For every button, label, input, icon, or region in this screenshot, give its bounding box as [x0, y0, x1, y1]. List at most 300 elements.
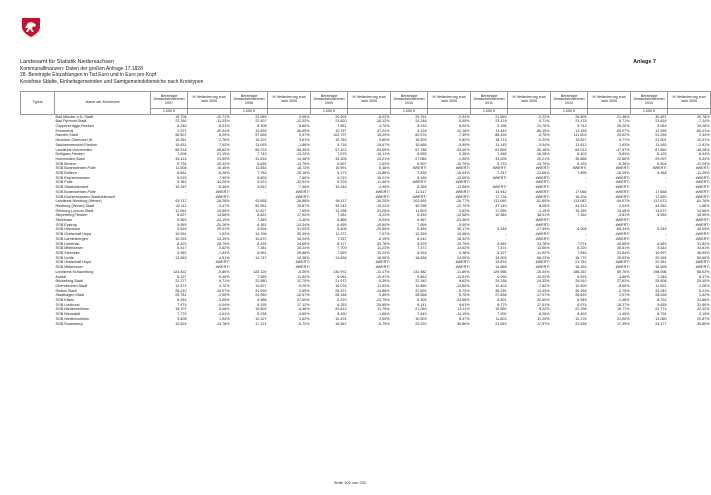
- value-cell: 7.281: [337, 213, 347, 218]
- value-cell: 25,52%: [616, 133, 630, 138]
- value-cell: 66,23%: [536, 255, 550, 260]
- value-cell: 1,62%: [699, 293, 710, 298]
- value-cell: 67.860: [655, 147, 667, 152]
- value-cell: -1,86%: [297, 142, 310, 147]
- value-cell: 31,82%: [696, 241, 710, 246]
- value-cell: 6.008: [577, 227, 587, 232]
- value-cell: #WERT!: [695, 260, 710, 265]
- value-cell: 5.682: [497, 241, 507, 246]
- value-cell: 15,87%: [296, 203, 310, 208]
- value-cell: -11,69%: [456, 269, 470, 274]
- value-cell: -: [345, 265, 347, 270]
- value-cell: 6.934: [177, 298, 187, 303]
- municipality-name-cell: SGB Grafschaft Hoya: [55, 260, 91, 265]
- value-cell: #WERT!: [492, 185, 507, 190]
- municipality-name-cell: SGB Bodenwerder-Polle: [55, 189, 96, 194]
- value-cell: -: [185, 265, 187, 270]
- municipality-name-cell: SGB Eystrup: [55, 222, 77, 227]
- value-cell: 5.406: [337, 227, 347, 232]
- municipality-name-cell: Salzhemmendorf,Flecken: [55, 142, 98, 147]
- value-cell: -10,60%: [375, 222, 390, 227]
- value-cell: 44.513: [575, 203, 587, 208]
- value-cell: 6.253: [337, 302, 347, 307]
- municipality-name-cell: SGB Heemsen: [55, 227, 81, 232]
- value-cell: 47.149: [495, 203, 507, 208]
- value-cell: 10.187: [175, 185, 187, 190]
- value-cell: 28,75%: [216, 241, 230, 246]
- column-unit: 1.000 €: [551, 109, 588, 115]
- value-cell: 6.945: [577, 298, 587, 303]
- value-cell: #WERT!: [535, 166, 550, 171]
- value-cell: #WERT!: [695, 265, 710, 270]
- value-cell: 131.582: [413, 269, 427, 274]
- subtitle-line-3: Kreisfreie Städte, Einheitsgemeinden und Samtgemeindebereiche nach Kreistypen: [20, 78, 204, 85]
- municipality-name-cell: Rinteln,Stadt: [55, 288, 77, 293]
- value-cell: 56.518: [175, 147, 187, 152]
- value-cell: -7,39%: [457, 133, 470, 138]
- value-cell: 13,66%: [536, 246, 550, 251]
- value-cell: -: [585, 222, 587, 227]
- value-cell: 7.775: [177, 312, 187, 317]
- municipality-name-cell: SGB Stadtoldendorf: [55, 185, 89, 190]
- value-cell: 12.574: [175, 283, 187, 288]
- value-cell: -6,20%: [297, 269, 310, 274]
- value-cell: 11,79%: [377, 307, 390, 312]
- value-cell: 8.490: [337, 312, 347, 317]
- value-cell: 10.403: [495, 283, 507, 288]
- value-cell: -10,97%: [375, 274, 390, 279]
- value-cell: -: [665, 236, 667, 241]
- value-cell: 3,62%: [299, 316, 310, 321]
- value-cell: 19.261: [175, 138, 187, 143]
- value-cell: 5.733: [497, 161, 507, 166]
- value-cell: -3,04%: [537, 142, 550, 147]
- value-cell: 31,03%: [296, 227, 310, 232]
- value-cell: 8,04%: [459, 124, 470, 128]
- value-cell: -0,75%: [537, 133, 550, 138]
- value-cell: 18.262: [575, 265, 587, 270]
- value-cell: 8,51%: [219, 124, 230, 128]
- value-cell: 5.382: [177, 180, 187, 185]
- value-cell: -3,47%: [217, 203, 230, 208]
- value-cell: -: [585, 232, 587, 237]
- value-cell: 20,21%: [536, 156, 550, 161]
- value-cell: 11,29%: [537, 316, 550, 321]
- value-cell: -7,36%: [297, 185, 310, 190]
- value-cell: 7.743: [257, 152, 267, 157]
- value-cell: 8.308: [257, 124, 267, 128]
- value-cell: -16,19%: [615, 171, 630, 176]
- value-cell: -6,19%: [377, 236, 390, 241]
- column-header-typ: Typus: [21, 92, 55, 115]
- value-cell: #WERT!: [572, 166, 587, 171]
- value-cell: #WERT!: [535, 189, 550, 194]
- value-cell: #WERT!: [535, 265, 550, 270]
- value-cell: -12,70%: [455, 203, 470, 208]
- value-cell: 7,53%: [219, 142, 230, 147]
- value-cell: -: [425, 265, 427, 270]
- value-cell: 40,86%: [456, 321, 470, 326]
- value-cell: #WERT!: [412, 166, 427, 171]
- value-cell: 12.865: [415, 283, 427, 288]
- value-cell: #WERT!: [695, 189, 710, 194]
- value-cell: 13,78%: [536, 241, 550, 246]
- value-cell: 22.580: [255, 279, 267, 284]
- value-cell: 20,60%: [536, 298, 550, 303]
- value-cell: #WERT!: [455, 265, 470, 270]
- value-cell: 130.972: [333, 269, 347, 274]
- value-cell: #WERT!: [695, 232, 710, 237]
- value-cell: -8,72%: [297, 321, 310, 326]
- value-cell: 9.839: [657, 302, 667, 307]
- value-cell: 22.774: [655, 307, 667, 312]
- value-cell: 8,80%: [299, 124, 310, 128]
- value-cell: 46,99%: [296, 128, 310, 133]
- value-cell: 9,62%: [459, 279, 470, 284]
- value-cell: #WERT!: [492, 175, 507, 180]
- value-cell: #WERT!: [615, 180, 630, 185]
- column-header: Bereinigte Gesamteinnahmen 2011: [471, 92, 508, 109]
- value-cell: 7,57%: [379, 232, 390, 237]
- value-cell: 50,65%: [696, 255, 710, 260]
- value-cell: 27.638: [495, 293, 507, 298]
- value-cell: 6.515: [577, 274, 587, 279]
- value-cell: 12,70%: [296, 279, 310, 284]
- value-cell: 8.225: [257, 241, 267, 246]
- value-cell: 13.836: [335, 255, 347, 260]
- value-cell: 22.298: [575, 307, 587, 312]
- value-cell: 1,66%: [699, 203, 710, 208]
- value-cell: 12.627: [255, 208, 267, 213]
- value-cell: #WERT!: [615, 185, 630, 190]
- value-cell: -7,83%: [217, 250, 230, 255]
- value-cell: 3,61%: [299, 138, 310, 143]
- value-cell: 14,58%: [696, 208, 710, 213]
- value-cell: 13.060: [655, 316, 667, 321]
- value-cell: 14.968: [495, 265, 507, 270]
- value-cell: 22.377: [175, 279, 187, 284]
- value-cell: 8.950: [657, 213, 667, 218]
- value-cell: #WERT!: [695, 218, 710, 223]
- value-cell: 8.420: [177, 241, 187, 246]
- value-cell: -53,69%: [375, 147, 390, 152]
- value-cell: -26,77%: [455, 199, 470, 204]
- value-cell: -11,92%: [536, 250, 550, 255]
- value-cell: 12.539: [415, 232, 427, 237]
- column-header: Bereinigte Gesamteinnahmen 2013: [631, 92, 668, 109]
- value-cell: 13.963: [175, 255, 187, 260]
- value-cell: -1,40%: [617, 312, 630, 317]
- value-cell: #WERT!: [535, 185, 550, 190]
- value-cell: 8.177: [337, 241, 347, 246]
- value-cell: -5,83%: [617, 152, 630, 157]
- value-cell: 3,59%: [379, 316, 390, 321]
- value-cell: 13,62%: [456, 246, 470, 251]
- value-cell: #WERT!: [615, 265, 630, 270]
- value-cell: 8.955: [417, 152, 427, 157]
- value-cell: -2,91%: [697, 142, 710, 147]
- value-cell: -9,71%: [617, 119, 630, 124]
- value-cell: -28,28%: [215, 199, 230, 204]
- value-cell: -13,98%: [455, 185, 470, 190]
- value-cell: 5.804: [657, 161, 667, 166]
- value-cell: -12,25%: [695, 161, 710, 166]
- value-cell: 88.494: [495, 133, 507, 138]
- value-cell: 11.093: [255, 142, 267, 147]
- value-cell: -61,76%: [695, 199, 710, 204]
- value-cell: 0,06%: [299, 114, 310, 119]
- value-cell: 7,65%: [299, 208, 310, 213]
- value-cell: #WERT!: [295, 260, 310, 265]
- value-cell: 25.910: [575, 279, 587, 284]
- value-cell: #WERT!: [295, 194, 310, 199]
- value-cell: -: [505, 218, 507, 223]
- value-cell: 6.382: [177, 250, 187, 255]
- value-cell: 8,38%: [379, 166, 390, 171]
- value-cell: -0,22%: [537, 138, 550, 143]
- value-cell: #WERT!: [695, 185, 710, 190]
- value-cell: 15.180: [575, 208, 587, 213]
- column-unit: 1.000 €: [151, 109, 188, 115]
- value-cell: 19.802: [255, 307, 267, 312]
- value-cell: -1,66%: [377, 312, 390, 317]
- value-cell: 7.900: [497, 312, 507, 317]
- value-cell: #WERT!: [535, 180, 550, 185]
- value-cell: 16.638: [415, 255, 427, 260]
- column-unit: 1.000 €: [391, 109, 428, 115]
- value-cell: 17.990: [495, 208, 507, 213]
- value-cell: 14.903: [495, 255, 507, 260]
- value-cell: 21.901: [655, 138, 667, 143]
- value-cell: -1,15%: [537, 208, 550, 213]
- revenue-table: [20, 91, 711, 326]
- value-cell: -3,05%: [217, 298, 230, 303]
- value-cell: 8.821: [257, 213, 267, 218]
- value-cell: 2,07%: [619, 293, 630, 298]
- value-cell: -20,26%: [215, 222, 230, 227]
- value-cell: -11,79%: [296, 161, 310, 166]
- value-cell: #WERT!: [615, 194, 630, 199]
- value-cell: 6.351: [257, 222, 267, 227]
- value-cell: 7.468: [497, 152, 507, 157]
- value-cell: 5.959: [177, 222, 187, 227]
- municipality-name-cell: SGB Liebenau: [55, 241, 80, 246]
- value-cell: 63,78%: [376, 241, 390, 246]
- municipality-name-cell: Rehburg-Loccum,Stadt: [55, 208, 94, 213]
- value-cell: 28.188: [335, 293, 347, 298]
- value-cell: 14,39%: [216, 236, 230, 241]
- value-cell: 11.803: [415, 208, 427, 213]
- value-cell: -13,50%: [455, 283, 470, 288]
- value-cell: 18.707: [175, 307, 187, 312]
- value-cell: 26,61%: [616, 246, 630, 251]
- municipality-name-cell: SGB Niedernwöhren: [55, 307, 90, 312]
- value-cell: 50.551: [255, 203, 267, 208]
- value-cell: -3,95%: [377, 185, 390, 190]
- value-cell: 21.820: [335, 119, 347, 124]
- value-cell: 23.178: [495, 119, 507, 124]
- value-cell: 9.408: [177, 316, 187, 321]
- value-cell: 24,59%: [216, 156, 230, 161]
- value-cell: -1,90%: [217, 293, 230, 298]
- value-cell: 6.453: [417, 213, 427, 218]
- municipality-name-cell: Stadthagen,Stadt: [55, 293, 84, 298]
- value-cell: 10,55%: [216, 208, 230, 213]
- value-cell: 93.855: [255, 199, 267, 204]
- value-cell: -10,32%: [215, 161, 230, 166]
- value-cell: -7,14%: [697, 119, 710, 124]
- value-cell: -10,71%: [215, 114, 230, 119]
- value-cell: 129.956: [493, 269, 507, 274]
- value-cell: 14.747: [255, 255, 267, 260]
- value-cell: -24,68%: [455, 298, 470, 303]
- value-cell: -: [265, 260, 267, 265]
- value-cell: #WERT!: [615, 236, 630, 241]
- value-cell: 8.365: [417, 185, 427, 190]
- value-cell: 7,60%: [299, 175, 310, 180]
- value-cell: 22.089: [255, 114, 267, 119]
- value-cell: 2,34%: [699, 133, 710, 138]
- value-cell: -28,88%: [295, 199, 310, 204]
- municipality-name-cell: SGB Uchte: [55, 255, 74, 260]
- value-cell: -23,06%: [535, 171, 550, 176]
- appendix-label: Anlage 7: [633, 59, 656, 65]
- value-cell: 8,37%: [699, 274, 710, 279]
- value-cell: 18,32%: [456, 236, 470, 241]
- value-cell: 7.835: [417, 171, 427, 176]
- column-unit: 1.000 €: [231, 109, 268, 115]
- value-cell: 25.781: [175, 293, 187, 298]
- value-cell: -11,90%: [376, 180, 390, 185]
- value-cell: 7.961: [337, 124, 347, 128]
- value-cell: 5.618: [177, 227, 187, 232]
- municipality-name-cell: Landkreis Nienburg (Weser): [55, 199, 102, 204]
- value-cell: 9.444: [657, 246, 667, 251]
- value-cell: 5,39%: [379, 279, 390, 284]
- value-cell: 7.659: [337, 250, 347, 255]
- value-cell: -4,81%: [617, 213, 630, 218]
- value-cell: -16,93%: [455, 171, 470, 176]
- value-cell: 24.248: [415, 119, 427, 124]
- value-cell: -23,75%: [375, 298, 390, 303]
- municipality-name-cell: SGB Boffzen: [55, 171, 77, 176]
- municipality-name-cell: SGB Mittelweser: [55, 246, 83, 251]
- value-cell: 61.804: [495, 147, 507, 152]
- value-cell: 102.797: [333, 133, 347, 138]
- value-cell: 28,20%: [616, 124, 630, 128]
- value-cell: 97.696: [255, 133, 267, 138]
- column-header: Bereinigte Gesamteinnahmen 2008: [231, 92, 268, 109]
- value-cell: 5.826: [257, 175, 267, 180]
- value-cell: 9.196: [497, 124, 507, 128]
- value-cell: -13,59%: [455, 175, 470, 180]
- municipality-name-cell: SGB Landesbergen: [55, 236, 88, 241]
- value-cell: 8.403: [577, 152, 587, 157]
- lower-saxony-coat-of-arms-icon: [20, 16, 42, 38]
- value-cell: 29,87%: [696, 316, 710, 321]
- value-cell: #WERT!: [375, 189, 390, 194]
- value-cell: 10.757: [335, 128, 347, 133]
- municipality-name-cell: Landkreis Schaumburg: [55, 269, 94, 274]
- value-cell: -60,07%: [615, 128, 630, 133]
- value-cell: -11,25%: [696, 171, 710, 176]
- value-cell: 113.087: [573, 199, 587, 204]
- value-cell: -: [585, 180, 587, 185]
- value-cell: 4,70%: [379, 124, 390, 128]
- value-cell: 21,75%: [536, 124, 550, 128]
- value-cell: 8,29%: [219, 133, 230, 138]
- value-cell: 16.557: [335, 321, 347, 326]
- value-cell: #WERT!: [535, 236, 550, 241]
- value-cell: 11.160: [655, 142, 667, 147]
- value-cell: 17.726: [495, 194, 507, 199]
- value-cell: 10.424: [335, 316, 347, 321]
- value-cell: #WERT!: [535, 232, 550, 237]
- column-header: Bereinigte Gesamteinnahmen 2012: [551, 92, 588, 109]
- municipality-name-cell: SGB Steimbke: [55, 250, 80, 255]
- value-cell: -15,47%: [375, 142, 390, 147]
- value-cell: 8.220: [577, 246, 587, 251]
- value-cell: 21.781: [575, 260, 587, 265]
- value-cell: 6.507: [337, 161, 347, 166]
- column-header: % Veränderung zum Jahr 2000: [268, 92, 311, 109]
- value-cell: 6.090: [497, 274, 507, 279]
- value-cell: 28.568: [415, 293, 427, 298]
- municipality-name-cell: Bad Pyrmont,Stadt: [55, 119, 87, 124]
- value-cell: -8,94%: [697, 152, 710, 157]
- value-cell: 0,69%: [299, 288, 310, 293]
- value-cell: 0,48%: [219, 307, 230, 312]
- value-cell: #WERT!: [375, 265, 390, 270]
- value-cell: 18.909: [415, 138, 427, 143]
- value-cell: -27,59%: [535, 227, 550, 232]
- value-cell: 14.942: [495, 189, 507, 194]
- value-cell: -65,34%: [615, 227, 630, 232]
- value-cell: 2,10%: [699, 312, 710, 317]
- value-cell: 10.933: [175, 236, 187, 241]
- value-cell: 40,94%: [216, 128, 230, 133]
- value-cell: 0,38%: [459, 250, 470, 255]
- value-cell: 13.155: [575, 128, 587, 133]
- value-cell: 7.474: [177, 302, 187, 307]
- value-cell: 17,92%: [296, 213, 310, 218]
- value-cell: 20.185: [655, 255, 667, 260]
- value-cell: 11.440: [495, 128, 507, 133]
- value-cell: 16.076: [335, 283, 347, 288]
- value-cell: 5,80%: [379, 138, 390, 143]
- column-header: % Veränderung zum Jahr 2000: [348, 92, 391, 109]
- value-cell: 20.220: [415, 321, 427, 326]
- value-cell: 22.507: [255, 119, 267, 124]
- value-cell: 17.668: [655, 189, 667, 194]
- value-cell: 10.509: [575, 283, 587, 288]
- value-cell: -32,92%: [295, 180, 310, 185]
- value-cell: 10.327: [255, 316, 267, 321]
- value-cell: #WERT!: [412, 194, 427, 199]
- value-cell: #WERT!: [615, 175, 630, 180]
- value-cell: #WERT!: [215, 194, 230, 199]
- value-cell: 7.257: [337, 236, 347, 241]
- value-cell: 11.272: [335, 232, 347, 237]
- value-cell: 16.770: [575, 255, 587, 260]
- value-cell: 22,66%: [616, 156, 630, 161]
- value-cell: 7.606: [177, 152, 187, 157]
- value-cell: -23,56%: [455, 218, 470, 223]
- value-cell: #WERT!: [615, 166, 630, 171]
- value-cell: 18,73%: [296, 166, 310, 171]
- value-cell: 19.837: [575, 138, 587, 143]
- value-cell: 1,92%: [219, 232, 230, 237]
